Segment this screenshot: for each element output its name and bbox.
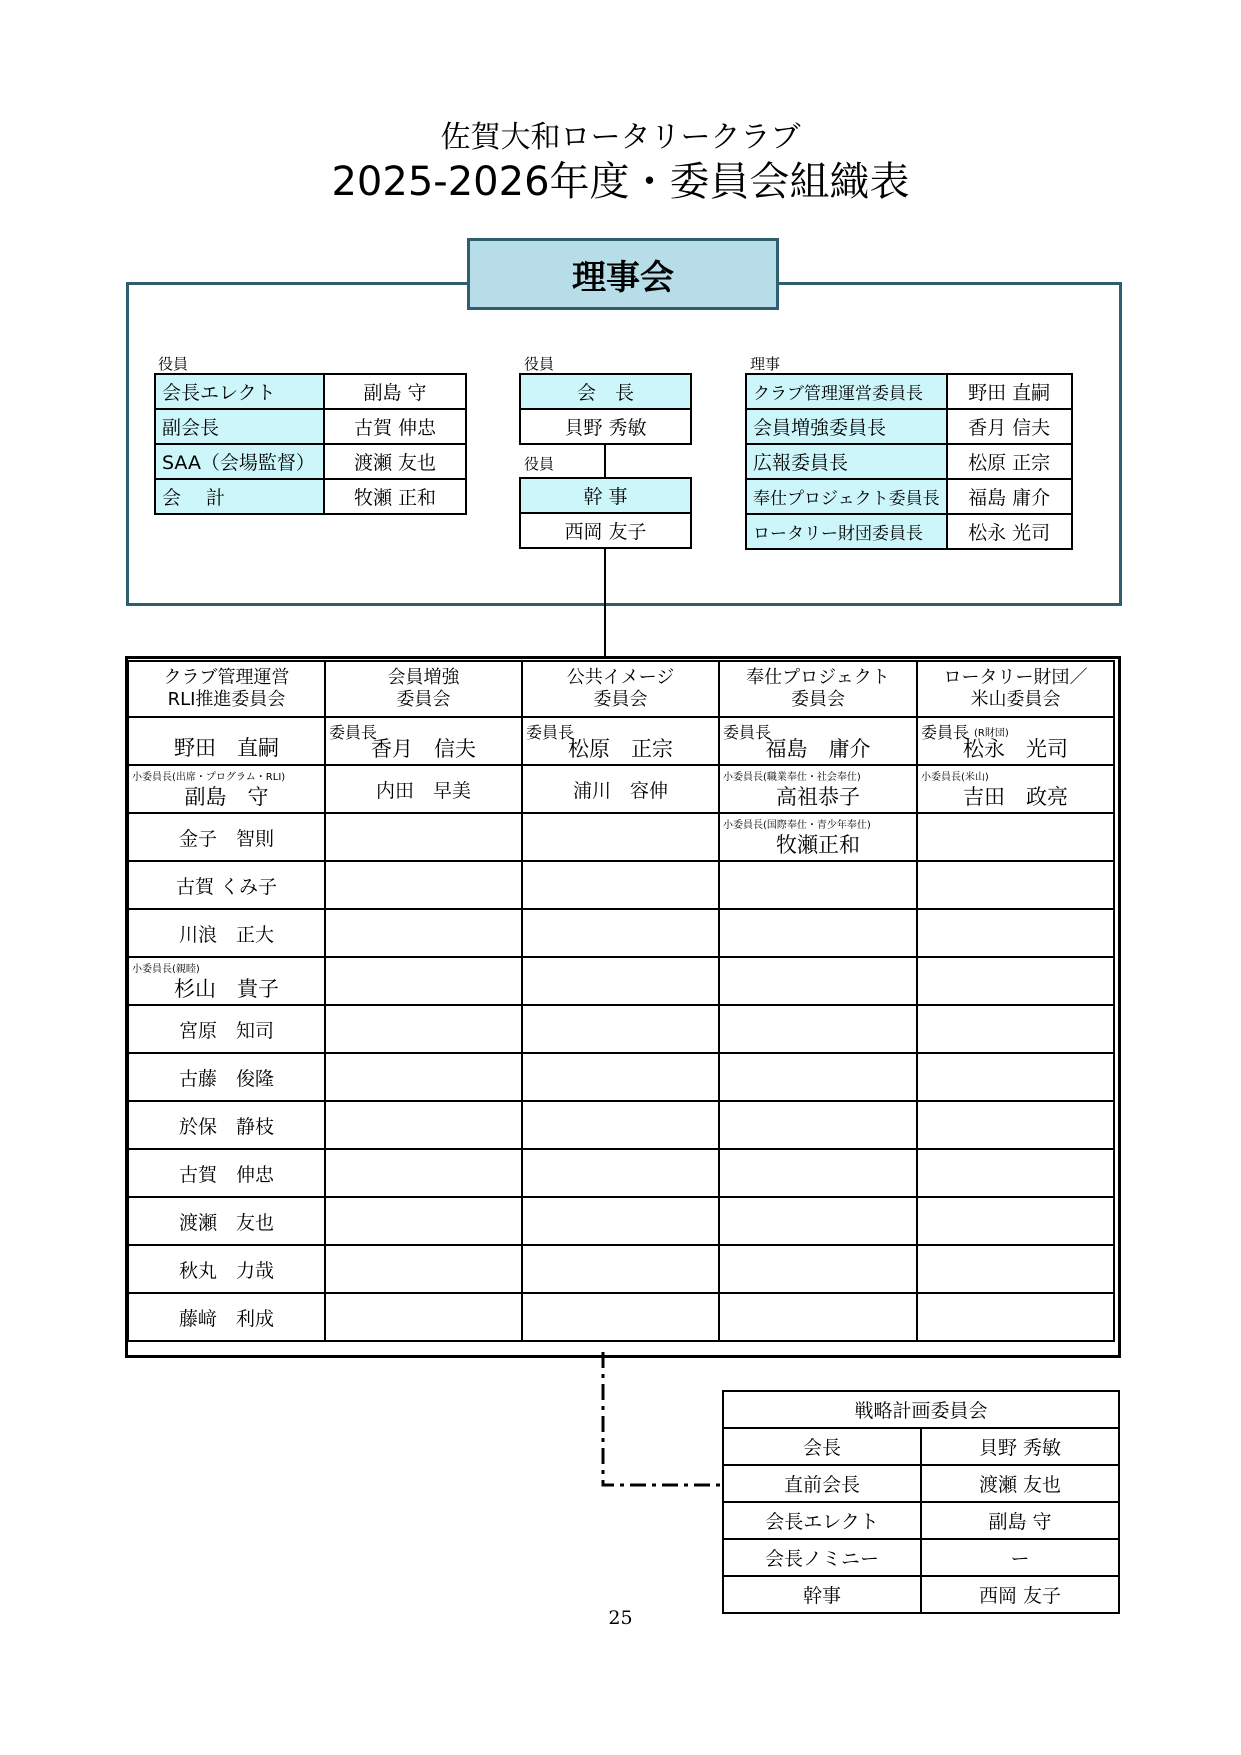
- table-row: [128, 765, 1114, 813]
- strategic-title: 戦略計画委員会: [723, 1391, 1119, 1428]
- empty-cell: [522, 1149, 719, 1197]
- member-cell: [325, 813, 522, 861]
- member-name: 吉田 政亮: [963, 785, 1068, 809]
- empty-cell: [719, 861, 917, 909]
- strategic-role: 会長ノミニー: [723, 1539, 921, 1576]
- member-tag: 委員長: [526, 723, 575, 742]
- directors-table: [745, 373, 1073, 550]
- member-cell: [128, 717, 325, 765]
- table-row: [128, 1053, 1114, 1101]
- member-cell: [522, 717, 719, 765]
- table-row: [128, 957, 1114, 1005]
- dashdot-connector: [598, 1352, 728, 1492]
- director-role: ロータリー財団委員長: [746, 514, 947, 549]
- table-row: [128, 1197, 1114, 1245]
- empty-cell: [522, 1053, 719, 1101]
- table-row: [128, 909, 1114, 957]
- officer-role: 会長エレクト: [155, 374, 324, 409]
- empty-cell: [917, 1197, 1114, 1245]
- member-name: 宮原 知司: [178, 1019, 274, 1042]
- strategic-role: 直前会長: [723, 1465, 921, 1502]
- empty-cell: [719, 1005, 917, 1053]
- member-tag: 小委員長(職業奉仕・社会奉仕): [723, 772, 861, 783]
- member-cell: [128, 1293, 325, 1341]
- empty-cell: [325, 1053, 522, 1101]
- strategic-name: 西岡 友子: [921, 1576, 1119, 1613]
- member-name: 牧瀬正和: [776, 833, 860, 857]
- strategic-name: ー: [921, 1539, 1119, 1576]
- officer-name: 牧瀬 正和: [324, 479, 466, 514]
- officer-name: 副島 守: [324, 374, 466, 409]
- officer-role: SAA（会場監督）: [155, 444, 324, 479]
- empty-cell: [917, 1053, 1114, 1101]
- empty-cell: [325, 1005, 522, 1053]
- committee-header-line: ロータリー財団／: [943, 667, 1088, 688]
- empty-cell: [325, 1101, 522, 1149]
- strategic-role: 会長エレクト: [723, 1502, 921, 1539]
- member-cell: [719, 765, 917, 813]
- member-cell: [917, 717, 1114, 765]
- member-cell: [917, 813, 1114, 861]
- member-tag-sub: (R財団): [974, 728, 1009, 739]
- empty-cell: [917, 1293, 1114, 1341]
- empty-cell: [719, 1197, 917, 1245]
- member-name: 古藤 俊隆: [178, 1067, 274, 1090]
- empty-cell: [719, 909, 917, 957]
- member-cell: [719, 813, 917, 861]
- member-tag: 委員長: [329, 723, 378, 742]
- member-name: 金子 智則: [178, 827, 274, 850]
- empty-cell: [719, 1245, 917, 1293]
- director-role: 広報委員長: [746, 444, 947, 479]
- member-cell: [325, 765, 522, 813]
- empty-cell: [325, 1293, 522, 1341]
- strategic-role: 会長: [723, 1428, 921, 1465]
- empty-cell: [325, 1245, 522, 1293]
- committee-header-line: 委員会: [396, 689, 451, 710]
- table-row: [128, 1005, 1114, 1053]
- director-role: 奉仕プロジェクト委員長: [746, 479, 947, 514]
- table-row: [128, 1293, 1114, 1341]
- officer-role: 会 計: [155, 479, 324, 514]
- empty-cell: [522, 1245, 719, 1293]
- left-officers-table: [154, 373, 467, 515]
- empty-cell: [522, 861, 719, 909]
- director-name: 松永 光司: [947, 514, 1072, 549]
- president-role: 会 長: [520, 374, 691, 409]
- empty-cell: [325, 861, 522, 909]
- member-cell: [917, 765, 1114, 813]
- officer-name: 渡瀬 友也: [324, 444, 466, 479]
- member-cell: [719, 717, 917, 765]
- director-role: クラブ管理運営委員長: [746, 374, 947, 409]
- directors-label: 理事: [750, 355, 781, 373]
- empty-cell: [917, 861, 1114, 909]
- member-name: 古賀 伸忠: [178, 1163, 274, 1186]
- empty-cell: [325, 1149, 522, 1197]
- member-tag: 委員長: [921, 723, 970, 742]
- strategic-name: 貝野 秀敏: [921, 1428, 1119, 1465]
- member-tag: 小委員長(親睦): [132, 964, 200, 975]
- committee-header: [128, 661, 325, 717]
- table-row: [128, 813, 1114, 861]
- committee-header-line: 奉仕プロジェクト: [746, 667, 890, 688]
- left-officers-label: 役員: [158, 355, 189, 373]
- committee-header-line: クラブ管理運営: [163, 667, 290, 688]
- connector-line: [604, 548, 606, 658]
- member-name: 於保 静枝: [178, 1115, 274, 1138]
- member-name: 高祖恭子: [776, 785, 860, 809]
- empty-cell: [917, 1101, 1114, 1149]
- member-tag: 小委員長(国際奉仕・青少年奉仕): [723, 820, 871, 831]
- member-name: 秋丸 力哉: [178, 1259, 274, 1282]
- member-name: 古賀 くみ子: [175, 875, 278, 898]
- member-name: 浦川 容伸: [572, 779, 668, 802]
- member-name: 野田 直嗣: [174, 736, 279, 760]
- director-name: 野田 直嗣: [947, 374, 1072, 409]
- director-role: 会員増強委員長: [746, 409, 947, 444]
- strategic-name: 副島 守: [921, 1502, 1119, 1539]
- table-row: [128, 717, 1114, 765]
- empty-cell: [522, 957, 719, 1005]
- member-cell: [522, 813, 719, 861]
- empty-cell: [719, 957, 917, 1005]
- committee-header: [522, 661, 719, 717]
- page-number: 25: [608, 1607, 633, 1629]
- empty-cell: [325, 909, 522, 957]
- connector-line: [604, 443, 606, 478]
- empty-cell: [522, 909, 719, 957]
- director-name: 福島 庸介: [947, 479, 1072, 514]
- president-name: 貝野 秀敏: [520, 409, 691, 444]
- officer-role: 副会長: [155, 409, 324, 444]
- empty-cell: [522, 1005, 719, 1053]
- member-name: 内田 早美: [375, 779, 471, 802]
- table-row: [128, 1245, 1114, 1293]
- empty-cell: [719, 1101, 917, 1149]
- strategic-name: 渡瀬 友也: [921, 1465, 1119, 1502]
- member-cell: [128, 957, 325, 1005]
- committee-header-line: 米山委員会: [970, 689, 1061, 710]
- member-name: 副島 守: [184, 785, 269, 809]
- center-officers-label: 役員: [524, 355, 555, 373]
- officer-name: 古賀 伸忠: [324, 409, 466, 444]
- member-cell: [128, 861, 325, 909]
- member-cell: [128, 909, 325, 957]
- empty-cell: [719, 1293, 917, 1341]
- member-name: 香月 信夫: [371, 737, 476, 761]
- empty-cell: [719, 1053, 917, 1101]
- committee-table: [127, 660, 1115, 1342]
- empty-cell: [917, 957, 1114, 1005]
- committee-header-line: 委員会: [791, 689, 845, 710]
- member-name: 渡瀬 友也: [178, 1211, 274, 1234]
- member-name: 松永 光司: [963, 737, 1068, 761]
- member-cell: [128, 765, 325, 813]
- empty-cell: [522, 1197, 719, 1245]
- committee-header-line: RLI推進委員会: [167, 689, 286, 710]
- table-row: [128, 861, 1114, 909]
- committee-header-line: 会員増強: [387, 667, 460, 688]
- member-tag: 小委員長(出席・プログラム・RLI): [132, 772, 286, 783]
- club-name-title: 佐賀大和ロータリークラブ: [440, 120, 801, 155]
- member-name: 川浪 正大: [178, 923, 274, 946]
- empty-cell: [917, 1005, 1114, 1053]
- member-name: 松原 正宗: [568, 737, 673, 761]
- member-cell: [128, 1053, 325, 1101]
- committee-header-line: 委員会: [593, 689, 648, 710]
- member-cell: [128, 1197, 325, 1245]
- empty-cell: [522, 1293, 719, 1341]
- member-cell: [325, 717, 522, 765]
- empty-cell: [719, 1149, 917, 1197]
- director-name: 松原 正宗: [947, 444, 1072, 479]
- table-row: [128, 1149, 1114, 1197]
- member-cell: [128, 1005, 325, 1053]
- strategic-committee-table: [722, 1390, 1120, 1614]
- president-table: [519, 373, 692, 445]
- committee-header: [325, 661, 522, 717]
- member-tag: 委員長: [723, 723, 772, 742]
- empty-cell: [917, 909, 1114, 957]
- empty-cell: [917, 1245, 1114, 1293]
- empty-cell: [325, 1197, 522, 1245]
- member-cell: [522, 765, 719, 813]
- member-cell: [128, 813, 325, 861]
- member-name: 藤﨑 利成: [178, 1307, 274, 1330]
- member-cell: [128, 1101, 325, 1149]
- committee-header-line: 公共イメージ: [566, 667, 675, 688]
- board-title: 理事会: [467, 238, 779, 310]
- empty-cell: [917, 1149, 1114, 1197]
- table-row: [128, 1101, 1114, 1149]
- committee-header: [719, 661, 917, 717]
- member-cell: [128, 1149, 325, 1197]
- committee-header: [917, 661, 1114, 717]
- member-name: 杉山 貴子: [174, 977, 279, 1001]
- secretary-name: 西岡 友子: [520, 513, 691, 548]
- empty-cell: [522, 1101, 719, 1149]
- secretary-role: 幹 事: [520, 478, 691, 513]
- member-tag: 小委員長(米山): [921, 772, 989, 783]
- document-title: 2025-2026年度・委員会組織表: [331, 159, 910, 205]
- member-cell: [128, 1245, 325, 1293]
- director-name: 香月 信夫: [947, 409, 1072, 444]
- secretary-table: [519, 477, 692, 549]
- strategic-role: 幹事: [723, 1576, 921, 1613]
- secretary-label: 役員: [524, 455, 555, 473]
- member-name: 福島 庸介: [765, 737, 871, 761]
- empty-cell: [325, 957, 522, 1005]
